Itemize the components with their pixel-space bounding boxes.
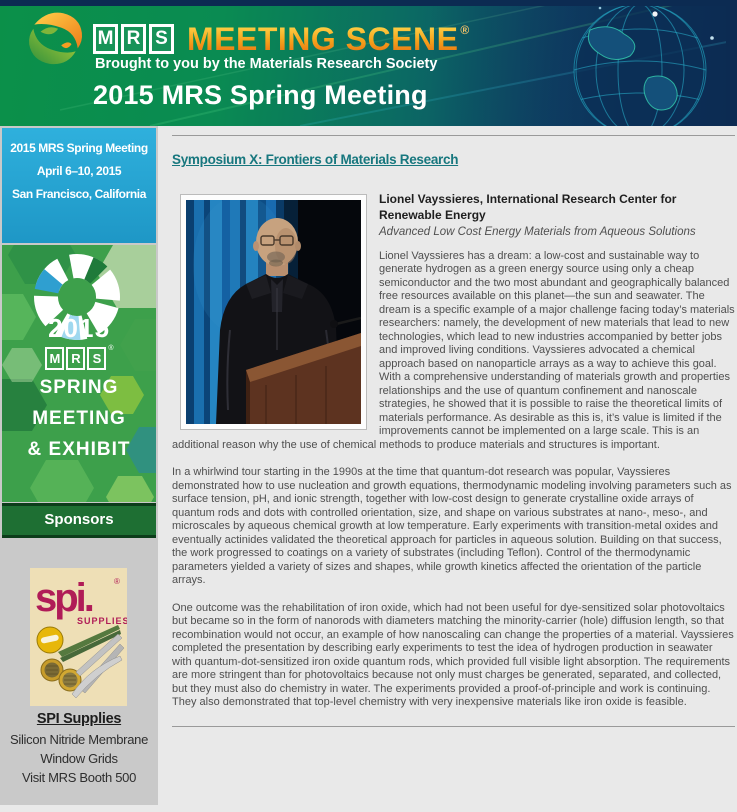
brand-row (93, 21, 470, 57)
spi-logo: spi. (35, 576, 92, 620)
registered-mark: ® (114, 577, 120, 586)
banner-mrs-boxes (2, 347, 156, 370)
mrs-letter-box: R (121, 24, 146, 54)
banner-word-exhibit: & EXHIBIT (27, 439, 131, 460)
meeting-info-box (2, 128, 156, 243)
bottom-divider (172, 726, 735, 727)
mrs-letter-box: S (87, 347, 106, 370)
header-top-border (0, 0, 737, 6)
meeting-dates: April 6–10, 2015 (36, 164, 122, 178)
banner-word-spring: SPRING (39, 377, 119, 398)
registered-mark: ® (108, 345, 114, 352)
banner-year: 2015 (48, 313, 110, 343)
article-paragraph: Lionel Vayssieres has a dream: a low-cost and sustainable way to generate hydrogen as a green energy source using only a cheap semiconductor and the two most abundant and geographically balanced free resources available on this planet—the sun and seawater. The dream is a specific example of a major challenge facing today’s materials researchers: namely, the development of new materials that lead to new technologies, which lead to new industries accompanied by better jobs and improved living conditions. Vayssieres advocated a chemical approach based on nanoparticle arrays as a way to achieve this goal. With a comprehensive understanding of materials growth and properties relationships and the use of quantum confinement and nanoscale strategies, he showed that it is possible to raise the theoretical limits of materials performance. As desirable as this is, it’s value is limited if the improvements cannot be implemented on a large scale. This is an additional reason why the use of chemical methods to produce materials and structures is important. (172, 249, 735, 451)
speaker-name: Lionel Vayssieres, International Research Center for Renewable Energy (379, 192, 677, 222)
ad-line: Window Grids (40, 751, 118, 766)
article-paragraph: In a whirlwind tour starting in the 1990s at the time that quantum-dot research was popular, Vayssieres demonstrated how to use nucleation and growth equations, thermodynamic modeling involving parameters such as surface tension, pH, and ionic strength, together with low-cost design to generate crystalline oxide arrays of quantum rods and dots with controlled orientation, size, and shape on various substrates at nano-, meso-, and microscales by aqueous chemical growth at low temperature. Early experiments with transition-metal oxides and eventually actinides validated the theoretical approach for particles in aqueous solution. Building on that success, the work progressed to coatings on a variety of substrates (including Teflon). Control of the thermodynamic parameters yielded a variety of sizes and shapes, while growth kinetics affected the orientation of the particle arrays. (172, 466, 732, 586)
article-content (164, 126, 737, 812)
spi-supplies-link[interactable]: SPI Supplies (36, 711, 122, 727)
talk-title: Advanced Low Cost Energy Materials from Aqueous Solutions (379, 226, 696, 238)
article-body (172, 191, 735, 710)
mrs-letter-box: M (93, 24, 118, 54)
mrs-swirl-logo-icon (24, 10, 86, 66)
meeting-title: 2015 MRS Spring Meeting (93, 80, 428, 110)
article-paragraph: One outcome was the rehabilitation of iron oxide, which had not been useful for dye-sensitized solar photovoltaics but became so in the form of nanorods with diameters matching the minority-carrier (hole) diffusion length, so that recombination would not occur, an example of how nanoscaling can change the properties of a material. Vayssieres completed the presentation by describing early experiments to test the idea of hydrogen production in seawater with quantum-dot-sensitized iron oxide quantum rods, which provided full visible light absorption. The requirements are more stringent than for photovoltaics because not only must charges be generated, separated, and collected, but they must also do chemistry in water. The experiments provided a proof-of-principle and work is continuing. They also demonstrated that top-level chemistry with very inexpensive materials like iron oxide is feasible. (172, 601, 734, 708)
ad-caption (0, 710, 158, 787)
meeting-location: San Francisco, California (11, 187, 147, 201)
header-tagline: Brought to you by the Materials Research Society (95, 56, 438, 72)
banner-text (2, 313, 156, 465)
speaker-photo (180, 194, 367, 430)
banner-word-meeting: MEETING (32, 408, 126, 429)
meeting-name: 2015 MRS Spring Meeting (10, 141, 148, 155)
spring-meeting-banner (2, 245, 156, 502)
header-banner (0, 0, 737, 126)
ad-line: Silicon Nitride Membrane (9, 732, 149, 747)
mrs-letter-box: M (45, 347, 64, 370)
registered-mark: ® (460, 23, 470, 37)
mrs-letter-box: R (66, 347, 85, 370)
spi-supplies-ad[interactable] (30, 568, 127, 706)
header-right-border (726, 0, 737, 126)
meeting-scene-title: MEETING SCENE (187, 21, 459, 57)
spi-logo-subtext: SUPPLIES (77, 616, 127, 626)
top-divider (172, 135, 735, 136)
symposium-heading-link[interactable]: Symposium X: Frontiers of Materials Research (172, 152, 459, 167)
gold-aperture-disc (37, 627, 63, 653)
sponsors-header: Sponsors (2, 503, 156, 538)
mrs-letter-box: S (149, 24, 174, 54)
sidebar (0, 126, 158, 805)
ad-line: Visit MRS Booth 500 (21, 770, 136, 785)
